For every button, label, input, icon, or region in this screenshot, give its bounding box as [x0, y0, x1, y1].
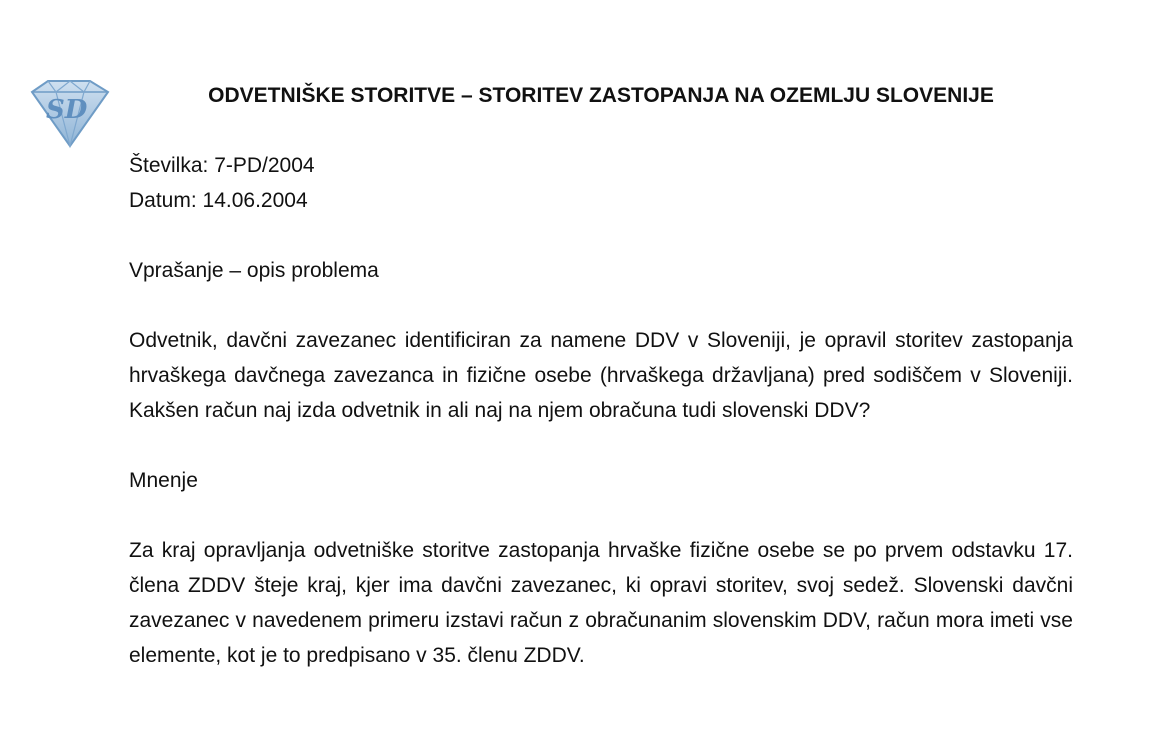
logo-letters: SD — [46, 95, 88, 125]
document-body — [129, 148, 1073, 673]
diamond-logo-icon — [26, 76, 112, 150]
opinion-heading: Mnenje — [129, 469, 198, 492]
opinion-paragraph: Za kraj opravljanja odvetniške storitve zastopanja hrvaške fizične osebe se po prvem odstavku 17. člena ZDDV šteje kraj, kjer ima davčni zavezanec, ki opravi storitev, svoj sedež. Slovenski davčni zavezanec v navedenem primeru izstavi račun z obračunanim slovenskim DDV, račun mora imeti vse elemente, kot je to predpisano v 35. členu ZDDV. — [129, 539, 1073, 667]
document-title: ODVETNIŠKE STORITVE – STORITEV ZASTOPANJA NA OZEMLJU SLOVENIJE — [208, 84, 994, 107]
question-heading: Vprašanje – opis problema — [129, 259, 379, 282]
document-number: Številka: 7-PD/2004 — [129, 154, 315, 177]
diamond-logo — [26, 76, 112, 150]
question-paragraph: Odvetnik, davčni zavezanec identificiran za namene DDV v Sloveniji, je opravil storitev zastopanja hrvaškega davčnega zavezanca in fizične osebe (hrvaškega državljana) pred sodiščem v Sloveniji. Kakšen račun naj izda odvetnik in ali naj na njem obračuna tudi slovenski DDV? — [129, 329, 1073, 422]
document-date: Datum: 14.06.2004 — [129, 189, 308, 212]
